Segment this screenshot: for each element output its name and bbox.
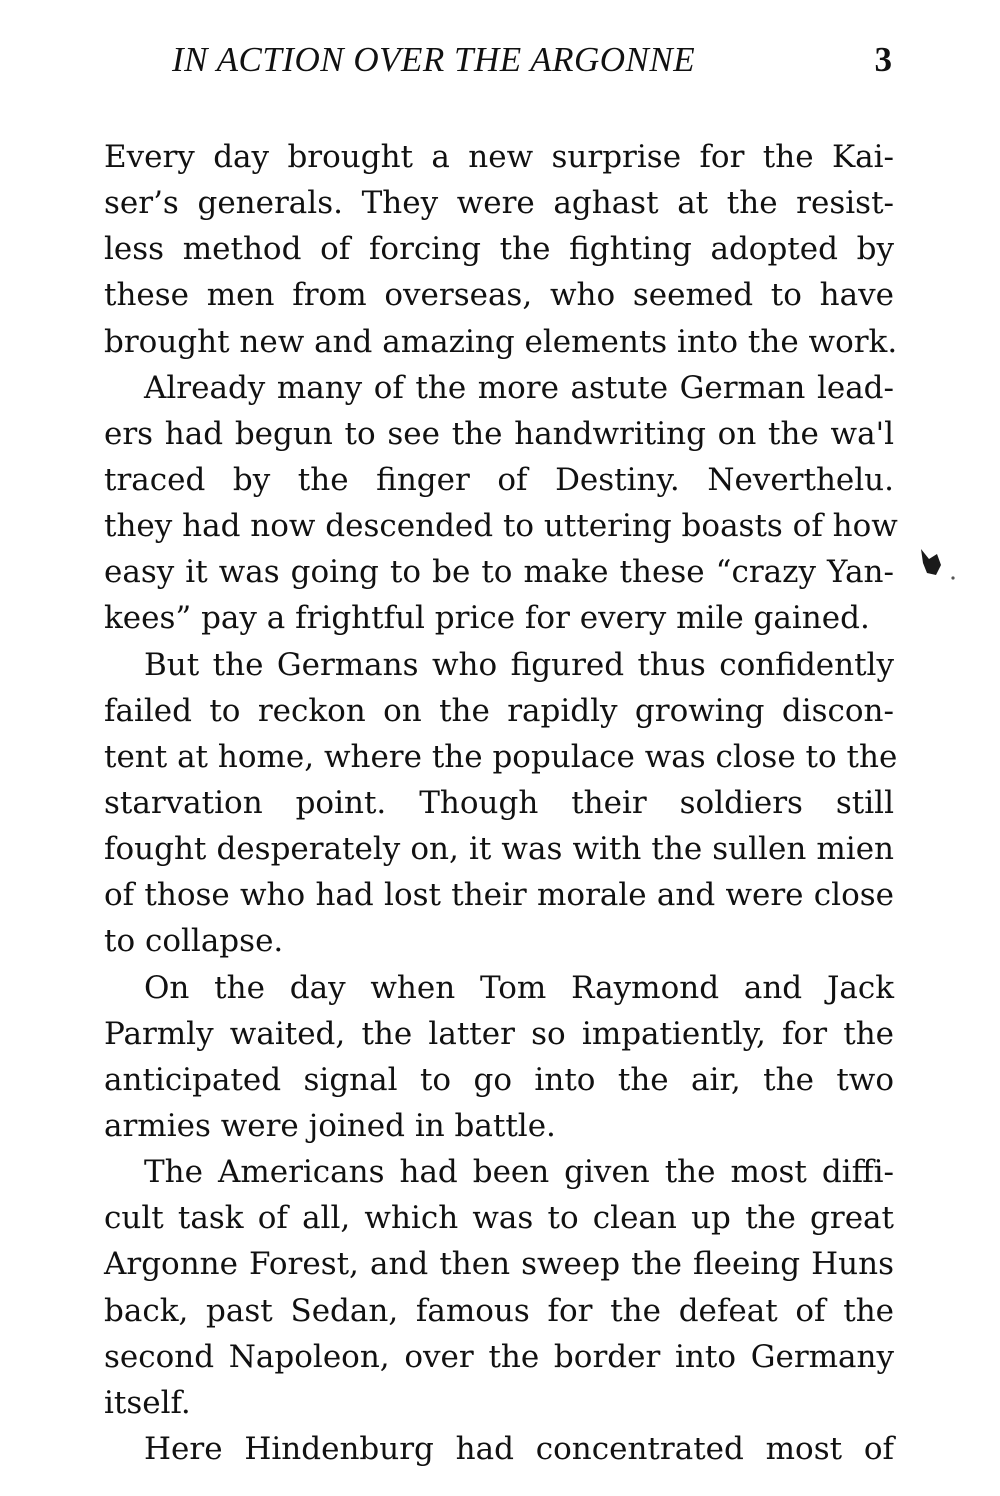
paragraph — [104, 1149, 894, 1426]
text-line: second Napoleon, over the border into Germany — [104, 1338, 894, 1375]
text-line: to collapse. — [104, 923, 284, 960]
page-number: 3 — [874, 40, 892, 79]
ink-blot-icon — [915, 545, 965, 585]
text-line: Every day brought a new surprise for the Kai- — [104, 139, 894, 175]
paragraph — [104, 365, 898, 642]
text-line: armies were joined in battle. — [104, 1107, 556, 1144]
text-line: of those who had lost their morale and were close — [104, 877, 894, 914]
text-line: kees” pay a frightful price for every mile gained. — [104, 600, 870, 637]
text-line: The Americans had been given the most diffi- — [144, 1154, 894, 1191]
paragraph — [104, 134, 898, 365]
text-line: Already many of the more astute German lead- — [144, 369, 894, 406]
text-line: easy it was going to be to make these “crazy Yan- — [104, 554, 894, 591]
text-line: But the Germans who figured thus confidently — [144, 646, 894, 683]
text-line: ers had begun to see the handwriting on the wa'l — [104, 415, 894, 452]
text-line: itself. — [104, 1384, 191, 1421]
text-line: back, past Sedan, famous for the defeat of the — [104, 1292, 894, 1329]
text-line: traced by the finger of Destiny. Neverthelu. — [104, 461, 894, 498]
text-line: less method of forcing the fighting adopted by — [104, 231, 894, 268]
text-line: Parmly waited, the latter so impatiently, for the — [104, 1015, 894, 1052]
text-line: these men from overseas, who seemed to have — [104, 277, 894, 314]
text-line: fought desperately on, it was with the sullen mien — [104, 831, 894, 868]
running-title: IN ACTION OVER THE ARGONNE — [172, 40, 696, 79]
text-line: failed to reckon on the rapidly growing discon- — [104, 692, 894, 729]
text-line: they had now descended to uttering boasts of how — [104, 508, 898, 545]
text-line: tent at home, where the populace was close to the — [104, 738, 898, 775]
body-text — [104, 134, 898, 1472]
text-line: brought new and amazing elements into the work. — [104, 323, 898, 360]
paragraph — [104, 1426, 894, 1472]
text-line: On the day when Tom Raymond and Jack — [144, 969, 894, 1006]
text-line: ser’s generals. They were aghast at the resist- — [104, 185, 894, 222]
text-line: starvation point. Though their soldiers still — [104, 784, 894, 821]
text-line: Here Hindenburg had concentrated most of — [144, 1430, 894, 1467]
paragraph — [104, 965, 894, 1150]
running-head — [172, 40, 896, 88]
text-line: Argonne Forest, and then sweep the fleeing Huns — [104, 1246, 894, 1283]
text-line: anticipated signal to go into the air, the two — [104, 1061, 894, 1098]
text-line: cult task of all, which was to clean up the great — [104, 1200, 894, 1237]
paragraph — [104, 642, 898, 965]
